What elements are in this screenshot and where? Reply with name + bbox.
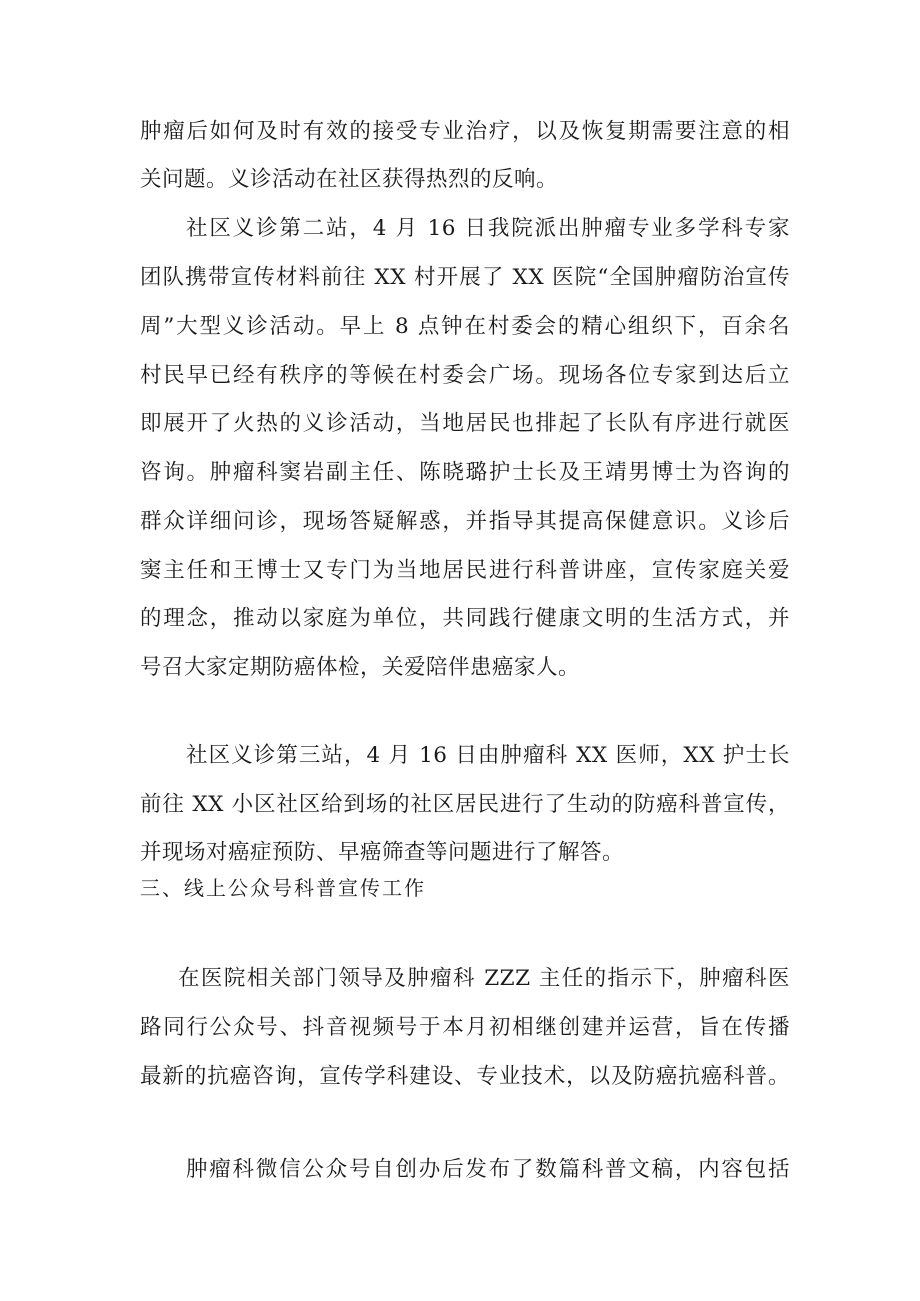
paragraph-2-line-6: 咨询。肿瘤科窦岩副主任、陈晓璐护士长及王靖男博士为咨询的	[140, 460, 790, 485]
paragraph-2-line-1: 社区义诊第二站，4 月 16 日我院派出肿瘤专业多学科专家	[186, 216, 790, 241]
paragraph-2-line-3: 周”大型义诊活动。早上 8 点钟在村委会的精心组织下，百余名	[140, 314, 790, 339]
paragraph-2-line-7: 群众详细问诊，现场答疑解惑，并指导其提高保健意识。义诊后	[140, 509, 790, 534]
paragraph-3-line-2: 前往 XX 小区社区给到场的社区居民进行了生动的防癌科普宣传，	[140, 792, 790, 817]
paragraph-2-line-2: 团队携带宣传材料前往 XX 村开展了 XX 医院“全国肿瘤防治宣传	[140, 265, 790, 290]
paragraph-1-line-1: 肿瘤后如何及时有效的接受专业治疗，以及恢复期需要注意的相	[140, 119, 790, 144]
paragraph-3-line-3: 并现场对癌症预防、早癌筛查等问题进行了解答。	[140, 840, 625, 865]
paragraph-3-line-1: 社区义诊第三站，4 月 16 日由肿瘤科 XX 医师，XX 护士长	[186, 743, 790, 768]
paragraph-2-line-9: 的理念，推动以家庭为单位，共同践行健康文明的生活方式，并	[140, 606, 790, 631]
paragraph-2-line-10: 号召大家定期防癌体检，关爱陪伴患癌家人。	[140, 655, 581, 680]
paragraph-2-line-5: 即展开了火热的义诊活动，当地居民也排起了长队有序进行就医	[140, 411, 790, 436]
section-heading: 三、线上公众号科普宣传工作	[140, 876, 426, 900]
paragraph-4-line-1: 在医院相关部门领导及肿瘤科 ZZZ 主任的指示下，肿瘤科医	[178, 966, 790, 991]
paragraph-5-line-1: 肿瘤科微信公众号自创办后发布了数篇科普文稿，内容包括	[186, 1157, 790, 1182]
paragraph-4-line-2: 路同行公众号、抖音视频号于本月初相继创建并运营，旨在传播	[140, 1015, 790, 1040]
paragraph-2-line-4: 村民早已经有秩序的等候在村委会广场。现场各位专家到达后立	[140, 363, 790, 388]
paragraph-2-line-8: 窦主任和王博士又专门为当地居民进行科普讲座，宣传家庭关爱	[140, 558, 790, 583]
paragraph-1-line-2: 关问题。义诊活动在社区获得热烈的反响。	[140, 167, 559, 192]
paragraph-4-line-3: 最新的抗癌咨询，宣传学科建设、专业技术，以及防癌抗癌科普。	[140, 1064, 790, 1089]
